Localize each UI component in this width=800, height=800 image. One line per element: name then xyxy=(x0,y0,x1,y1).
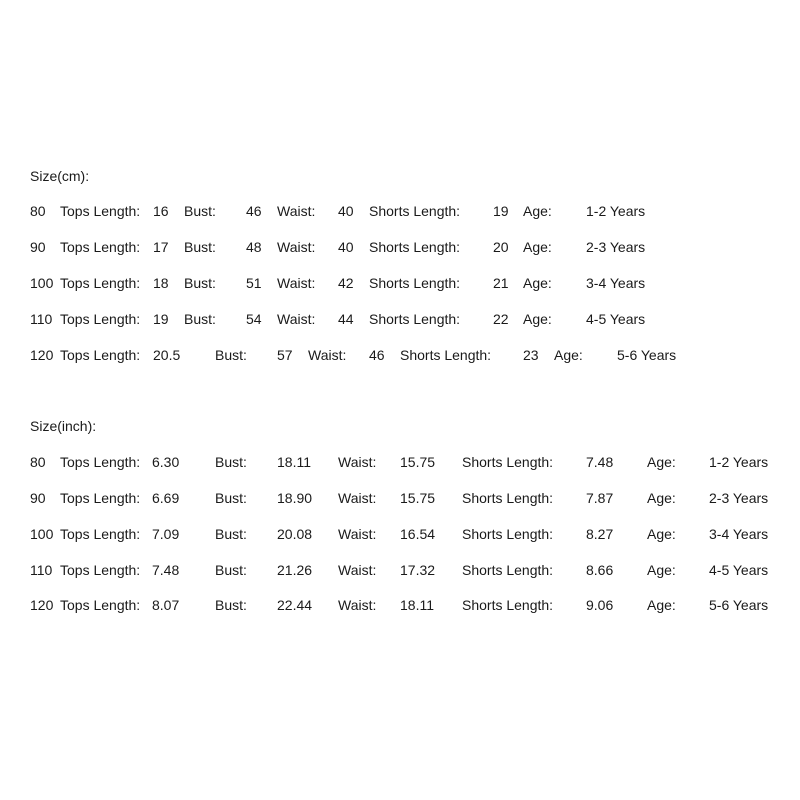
size-value: 110 xyxy=(30,562,53,578)
age-value: 1-2 Years xyxy=(586,203,646,219)
tops-length-label: Tops Length: xyxy=(60,490,141,506)
age-label: Age: xyxy=(647,454,676,470)
bust-value: 18.90 xyxy=(277,490,313,506)
table-row xyxy=(0,275,800,295)
age-value: 2-3 Years xyxy=(709,490,769,506)
shorts-length-label: Shorts Length: xyxy=(462,490,554,506)
tops-length-label: Tops Length: xyxy=(60,203,141,219)
shorts-length-label: Shorts Length: xyxy=(400,347,492,363)
shorts-length-value: 22 xyxy=(493,311,509,327)
tops-length-value: 20.5 xyxy=(153,347,181,363)
bust-label: Bust: xyxy=(215,562,247,578)
size-value: 110 xyxy=(30,311,53,327)
size-value: 90 xyxy=(30,239,46,255)
table-row xyxy=(0,239,800,259)
age-value: 4-5 Years xyxy=(709,562,769,578)
shorts-length-label: Shorts Length: xyxy=(462,597,554,613)
shorts-length-label: Shorts Length: xyxy=(462,526,554,542)
tops-length-value: 7.09 xyxy=(152,526,180,542)
age-label: Age: xyxy=(523,311,552,327)
table-row xyxy=(0,490,800,510)
waist-label: Waist: xyxy=(338,454,377,470)
waist-value: 42 xyxy=(338,275,354,291)
table-row xyxy=(0,347,800,367)
shorts-length-label: Shorts Length: xyxy=(462,562,554,578)
age-value: 3-4 Years xyxy=(586,275,646,291)
table-row xyxy=(0,311,800,331)
waist-value: 40 xyxy=(338,203,354,219)
bust-label: Bust: xyxy=(184,311,216,327)
size-value: 120 xyxy=(30,347,54,363)
tops-length-label: Tops Length: xyxy=(60,275,141,291)
waist-label: Waist: xyxy=(277,275,316,291)
shorts-length-value: 20 xyxy=(493,239,509,255)
bust-value: 22.44 xyxy=(277,597,313,613)
tops-length-label: Tops Length: xyxy=(60,597,141,613)
waist-value: 18.11 xyxy=(400,597,434,613)
waist-value: 17.32 xyxy=(400,562,436,578)
tops-length-label: Tops Length: xyxy=(60,311,141,327)
bust-value: 21.26 xyxy=(277,562,313,578)
waist-value: 16.54 xyxy=(400,526,436,542)
bust-label: Bust: xyxy=(215,526,247,542)
bust-value: 48 xyxy=(246,239,262,255)
table-row xyxy=(0,203,800,223)
shorts-length-label: Shorts Length: xyxy=(462,454,554,470)
waist-label: Waist: xyxy=(277,203,316,219)
shorts-length-value: 8.66 xyxy=(586,562,614,578)
waist-label: Waist: xyxy=(338,597,377,613)
age-label: Age: xyxy=(523,203,552,219)
waist-label: Waist: xyxy=(338,526,377,542)
shorts-length-value: 9.06 xyxy=(586,597,614,613)
tops-length-value: 18 xyxy=(153,275,169,291)
waist-value: 40 xyxy=(338,239,354,255)
age-label: Age: xyxy=(647,562,676,578)
tops-length-value: 8.07 xyxy=(152,597,180,613)
age-label: Age: xyxy=(647,597,676,613)
size-value: 100 xyxy=(30,275,54,291)
age-label: Age: xyxy=(647,526,676,542)
tops-length-value: 6.69 xyxy=(152,490,180,506)
size-value: 120 xyxy=(30,597,54,613)
age-label: Age: xyxy=(523,239,552,255)
waist-value: 15.75 xyxy=(400,490,436,506)
size-value: 100 xyxy=(30,526,54,542)
age-value: 2-3 Years xyxy=(586,239,646,255)
bust-label: Bust: xyxy=(215,597,247,613)
bust-label: Bust: xyxy=(184,203,216,219)
table-row xyxy=(0,454,800,474)
table-row xyxy=(0,526,800,546)
shorts-length-value: 7.48 xyxy=(586,454,614,470)
age-label: Age: xyxy=(647,490,676,506)
age-value: 5-6 Years xyxy=(617,347,677,363)
waist-value: 15.75 xyxy=(400,454,436,470)
inch-heading: Size(inch): xyxy=(30,418,97,434)
bust-value: 51 xyxy=(246,275,262,291)
waist-label: Waist: xyxy=(338,562,377,578)
size-value: 80 xyxy=(30,203,46,219)
bust-value: 54 xyxy=(246,311,262,327)
shorts-length-value: 8.27 xyxy=(586,526,614,542)
tops-length-value: 17 xyxy=(153,239,169,255)
tops-length-label: Tops Length: xyxy=(60,526,141,542)
table-row xyxy=(0,597,800,617)
waist-label: Waist: xyxy=(338,490,377,506)
bust-value: 46 xyxy=(246,203,262,219)
shorts-length-label: Shorts Length: xyxy=(369,239,461,255)
age-value: 4-5 Years xyxy=(586,311,646,327)
bust-value: 20.08 xyxy=(277,526,313,542)
bust-value: 18.11 xyxy=(277,454,311,470)
shorts-length-label: Shorts Length: xyxy=(369,311,461,327)
tops-length-value: 19 xyxy=(153,311,169,327)
bust-label: Bust: xyxy=(215,490,247,506)
age-value: 3-4 Years xyxy=(709,526,769,542)
age-label: Age: xyxy=(523,275,552,291)
age-label: Age: xyxy=(554,347,583,363)
shorts-length-value: 21 xyxy=(493,275,509,291)
cm-heading: Size(cm): xyxy=(30,168,90,184)
size-value: 90 xyxy=(30,490,46,506)
tops-length-label: Tops Length: xyxy=(60,454,141,470)
tops-length-value: 16 xyxy=(153,203,169,219)
bust-label: Bust: xyxy=(184,275,216,291)
waist-label: Waist: xyxy=(277,311,316,327)
bust-label: Bust: xyxy=(215,347,247,363)
table-row xyxy=(0,562,800,582)
waist-label: Waist: xyxy=(308,347,347,363)
waist-value: 46 xyxy=(369,347,385,363)
tops-length-label: Tops Length: xyxy=(60,239,141,255)
tops-length-label: Tops Length: xyxy=(60,562,141,578)
bust-value: 57 xyxy=(277,347,293,363)
waist-value: 44 xyxy=(338,311,354,327)
age-value: 5-6 Years xyxy=(709,597,769,613)
waist-label: Waist: xyxy=(277,239,316,255)
shorts-length-value: 7.87 xyxy=(586,490,614,506)
size-value: 80 xyxy=(30,454,46,470)
shorts-length-label: Shorts Length: xyxy=(369,275,461,291)
tops-length-value: 7.48 xyxy=(152,562,180,578)
shorts-length-value: 23 xyxy=(523,347,539,363)
age-value: 1-2 Years xyxy=(709,454,769,470)
bust-label: Bust: xyxy=(215,454,247,470)
tops-length-value: 6.30 xyxy=(152,454,180,470)
shorts-length-value: 19 xyxy=(493,203,509,219)
bust-label: Bust: xyxy=(184,239,216,255)
shorts-length-label: Shorts Length: xyxy=(369,203,461,219)
tops-length-label: Tops Length: xyxy=(60,347,141,363)
